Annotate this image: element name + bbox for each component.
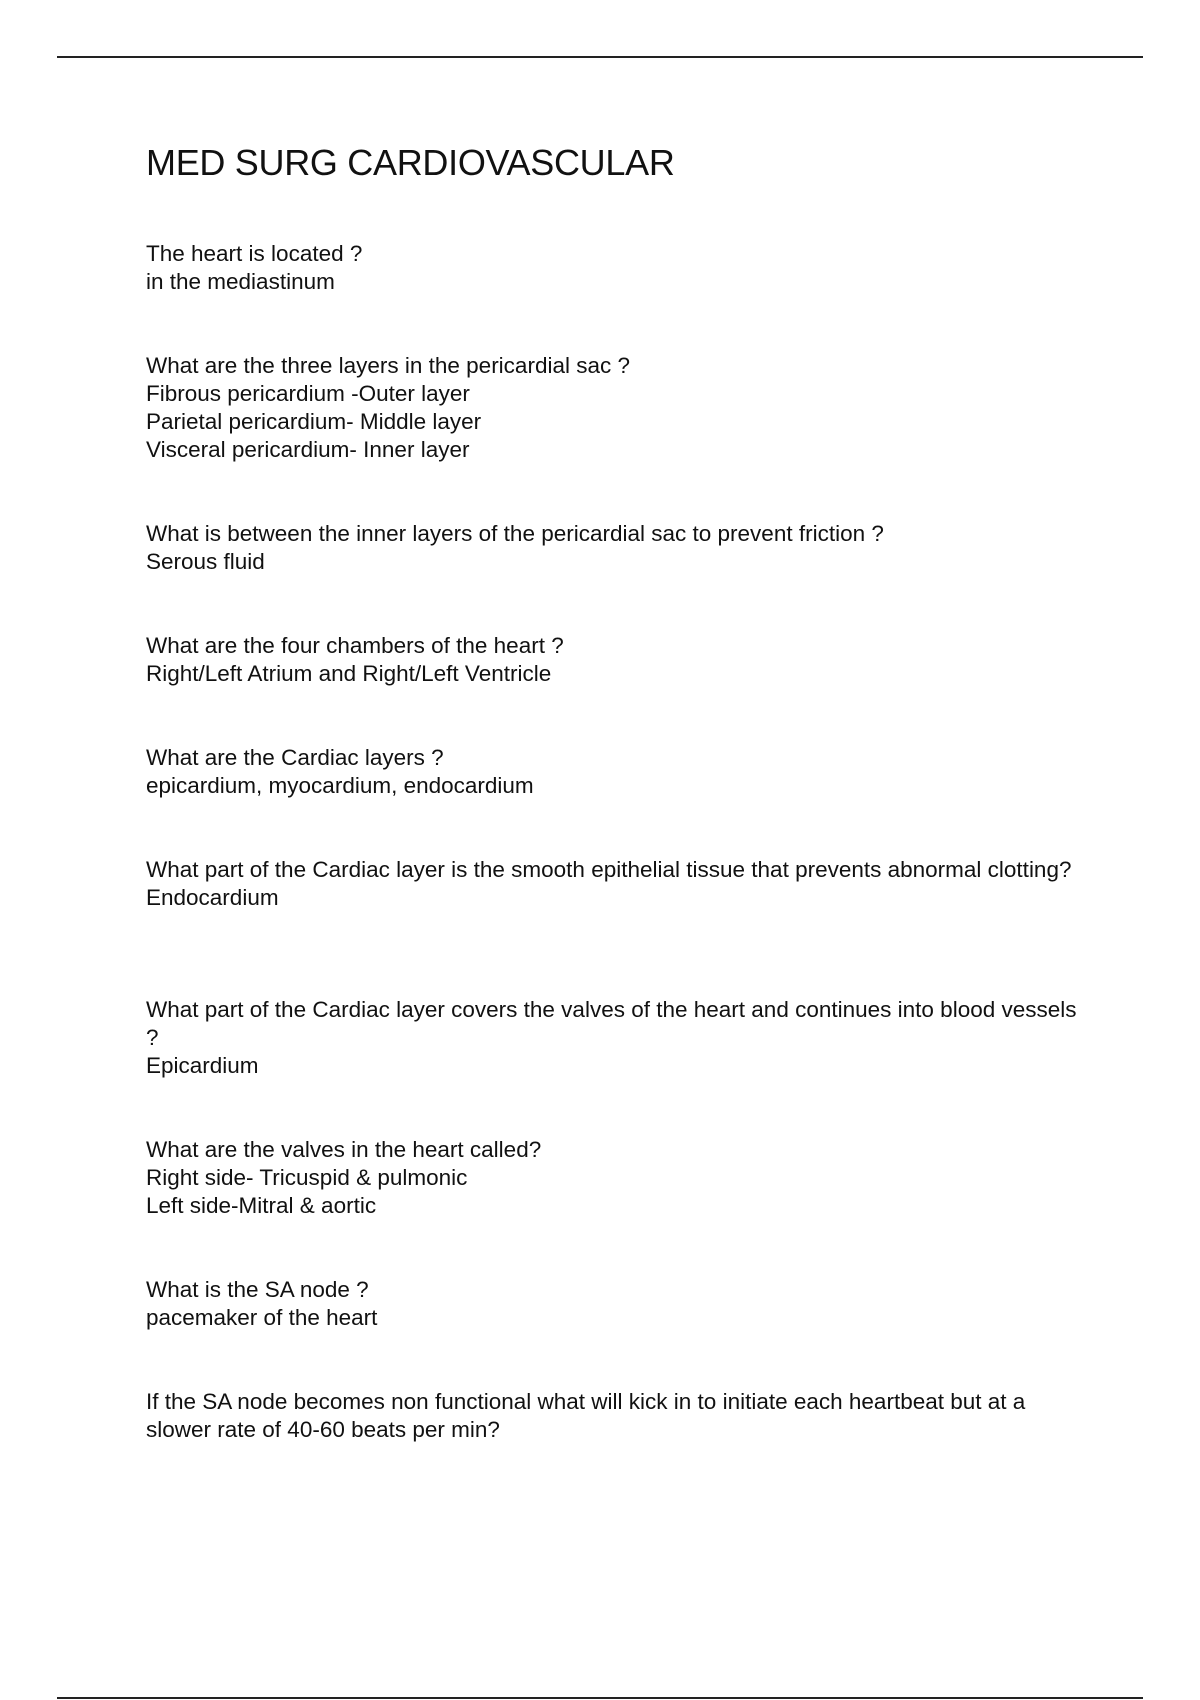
answer-text: Right side- Tricuspid & pulmonic (146, 1165, 468, 1190)
qa-item (146, 1276, 1086, 1332)
answer-text: Endocardium (146, 885, 279, 910)
answer-text: Fibrous pericardium -Outer layer (146, 381, 470, 406)
question-text: What part of the Cardiac layer is the smooth epithelial tissue that prevents abnormal clotting? (146, 857, 1072, 882)
question-text: What part of the Cardiac layer covers the valves of the heart and continues into blood vessels ? (146, 997, 1077, 1050)
answer-text: Parietal pericardium- Middle layer (146, 409, 482, 434)
qa-item (146, 856, 1086, 912)
question-text: What is between the inner layers of the pericardial sac to prevent friction ? (146, 521, 884, 546)
answer-text: Visceral pericardium- Inner layer (146, 437, 470, 462)
answer-text: pacemaker of the heart (146, 1305, 378, 1330)
top-divider (57, 56, 1143, 58)
question-text: If the SA node becomes non functional what will kick in to initiate each heartbeat but at a slower rate of 40-60 beats per min? (146, 1389, 1026, 1442)
qa-item (146, 996, 1086, 1080)
qa-item (146, 520, 1086, 576)
qa-item (146, 632, 1086, 688)
question-text: What are the valves in the heart called? (146, 1137, 542, 1162)
question-text: What is the SA node ? (146, 1277, 369, 1302)
answer-text: in the mediastinum (146, 269, 335, 294)
qa-item (146, 240, 1086, 296)
question-text: What are the four chambers of the heart ? (146, 633, 564, 658)
page-title: MED SURG CARDIOVASCULAR (146, 142, 675, 183)
qa-item (146, 352, 1086, 464)
answer-text: Left side-Mitral & aortic (146, 1193, 377, 1218)
qa-item (146, 1388, 1086, 1444)
answer-text: epicardium, myocardium, endocardium (146, 773, 534, 798)
answer-text: Right/Left Atrium and Right/Left Ventricle (146, 661, 552, 686)
qa-item (146, 1136, 1086, 1220)
answer-text: Serous fluid (146, 549, 265, 574)
qa-item (146, 744, 1086, 800)
question-text: What are the three layers in the pericardial sac ? (146, 353, 630, 378)
question-text: The heart is located ? (146, 241, 363, 266)
question-text: What are the Cardiac layers ? (146, 745, 444, 770)
bottom-divider (57, 1697, 1143, 1699)
answer-text: Epicardium (146, 1053, 259, 1078)
